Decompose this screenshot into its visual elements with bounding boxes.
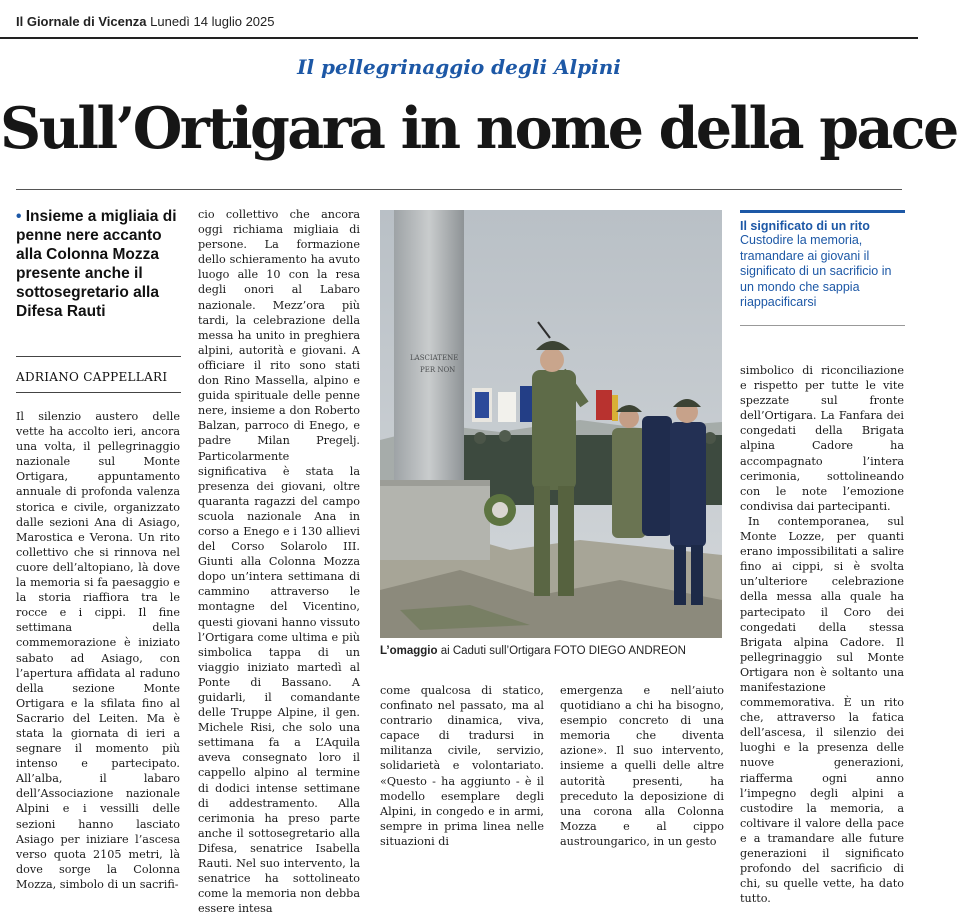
masthead bbox=[16, 14, 275, 29]
article-column-2 bbox=[198, 207, 360, 916]
paragraph: In contemporanea, sul Monte Lozze, per quanti erano impossibilitati a salire fino ai cippi, si è svolta un’ulteriore celebrazione della messa alla quale ha partecipato il Coro dei congedati della stessa Brigata alpina Cadore. Il pellegrinaggio sul Monte Ortigara non è soltanto una manifestazione commemorativa. È un rito che, attraverso la fatica dell’ascesa, il silenzio dei luoghi e la presenza delle nuove generazioni, riafferma ogni anno l’impegno degli alpini a custodire la memoria, a coltivare il valore della pace e a tramandare alle future generazioni il significato profondo del sacrificio di chi, su quelle vette, ha dato tutto. bbox=[740, 514, 904, 906]
caption-lead: L’omaggio bbox=[380, 645, 438, 657]
newspaper-name: Il Giornale di Vicenza bbox=[16, 14, 147, 29]
caption-text: ai Caduti sull’Ortigara FOTO DIEGO ANDREON bbox=[437, 645, 686, 657]
article-column-3 bbox=[380, 683, 544, 848]
summary-bullet: • bbox=[16, 208, 22, 225]
kicker: Il pellegrinaggio degli Alpini bbox=[297, 55, 621, 79]
photo-caption bbox=[380, 645, 722, 657]
monument-inscription: PER NON bbox=[420, 366, 456, 374]
sidebar-text: Custodire la memoria, tramandare ai giovani il significato di un sacrificio in un mondo che sappia riappacificarsi bbox=[740, 233, 892, 309]
headline-rule bbox=[16, 189, 902, 190]
paragraph: Il silenzio austero delle vette ha accolto ieri, ancora una volta, il pellegrinaggio nazionale sul Monte Ortigara, appuntamento annuale di profonda valenza storica e civile, organizzato dalle sezioni Ana di Asiago, Marostica e Verona. Un rito collettivo che si rinnova nel cuore dell’altopiano, là dove la memoria si fa paesaggio e la storia riaffiora tra le rocce e i cippi. Il fine settimana della commemorazione è iniziato sabato ad Asiago, con l’apertura affidata al raduno della sezione Monte Ortigara e la sfilata fino al Sacrario del Leiten. Ma è stata la giornata di ieri a segnare il momento più intenso e partecipato. All’alba, il labaro dell’Associazione nazionale Alpini e i vessilli delle sezioni hanno lasciato Asiago per iniziare l’ascesa verso quota 2105 metri, là dove sorge la Colonna Mozza, simbolo di un sacrifi- bbox=[16, 410, 180, 891]
article-column-1 bbox=[16, 409, 180, 891]
summary bbox=[16, 207, 181, 321]
sidebar-rule bbox=[740, 325, 905, 326]
article-photo bbox=[380, 210, 722, 638]
summary-text: Insieme a migliaia di penne nere accanto alla Colonna Mozza presente anche il sottosegretario alla Difesa Rauti bbox=[16, 208, 177, 320]
paragraph: come qualcosa di statico, confinato nel passato, ma al contrario dinamica, viva, capace di tradursi in militanza civile, servizio, solidarietà e volontariato. «Questo - ha aggiunto - è il modello esemplare degli Alpini, in congedo e in armi, sempre in prima linea nelle situazioni di bbox=[380, 684, 544, 848]
paragraph: simbolico di riconciliazione e rispetto per tutte le vite spezzate sul fronte dell’Ortigara. La Fanfara dei congedati della Brigata alpina Cadore ha accompagnato l’intera cerimonia, sottolineando con le note l’emozione condivisa dai partecipanti. bbox=[740, 364, 904, 513]
article-column-5 bbox=[740, 363, 904, 906]
photo-illustration bbox=[380, 210, 722, 638]
summary-rule bbox=[16, 356, 181, 357]
paragraph: emergenza e nell’aiuto quotidiano a chi ha bisogno, esempio concreto di una memoria che diventa azione». Il suo intervento, insieme a quelli delle altre autorità presenti, ha preceduto la deposizione di una corona alla Colonna Mozza e al cippo austroungarico, in un gesto bbox=[560, 684, 724, 848]
headline: Sull’Ortigara in nome della pace bbox=[0, 95, 957, 162]
byline-rule bbox=[16, 392, 181, 393]
sidebar-title: Il significato di un rito bbox=[740, 219, 870, 233]
byline: ADRIANO CAPPELLARI bbox=[16, 370, 168, 384]
top-rule bbox=[0, 37, 918, 39]
paragraph: cio collettivo che ancora oggi richiama migliaia di persone. La formazione dello schieramento ha avuto luogo alle 10 con la resa degli onori al Labaro nazionale. Mezz’ora più tardi, la celebrazione della messa ha unito in preghiera alpini, autorità e giovani. A officiare il rito sono stati don Rino Massella, alpino e guida spirituale delle penne nere, insieme a don Roberto Balzan, parroco di Enego, e padre Milan Pregelj. Particolarmente significativa è stata la presenza dei giovani, oltre quaranta ragazzi del campo scuola nazionale Ana in corso a Enego e i 130 allievi del Corso Solarolo III. Giunti alla Colonna Mozza dopo un’intera settimana di cammino attraverso le montagne del Vicentino, questi giovani hanno vissuto l’Ortigara come ultima e più simbolica tappa di un viaggio iniziato martedì al Ponte di Bassano. A guidarli, il comandante delle Truppe Alpine, il gen. Michele Risi, che solo una settimana fa a L’Aquila aveva consegnato loro il cappello alpino al termine di dodici intense settimane di addestramento. Alla cerimonia ha preso parte anche il sottosegretario alla Difesa, senatrice Isabella Rauti. Nel suo intervento, la senatrice ha sottolineato come la memoria non debba essere intesa bbox=[198, 208, 360, 916]
sidebar-box bbox=[740, 210, 905, 311]
monument-inscription: LASCIATENE bbox=[410, 354, 459, 362]
issue-date: Lunedì 14 luglio 2025 bbox=[150, 14, 275, 29]
article-column-4 bbox=[560, 683, 724, 848]
